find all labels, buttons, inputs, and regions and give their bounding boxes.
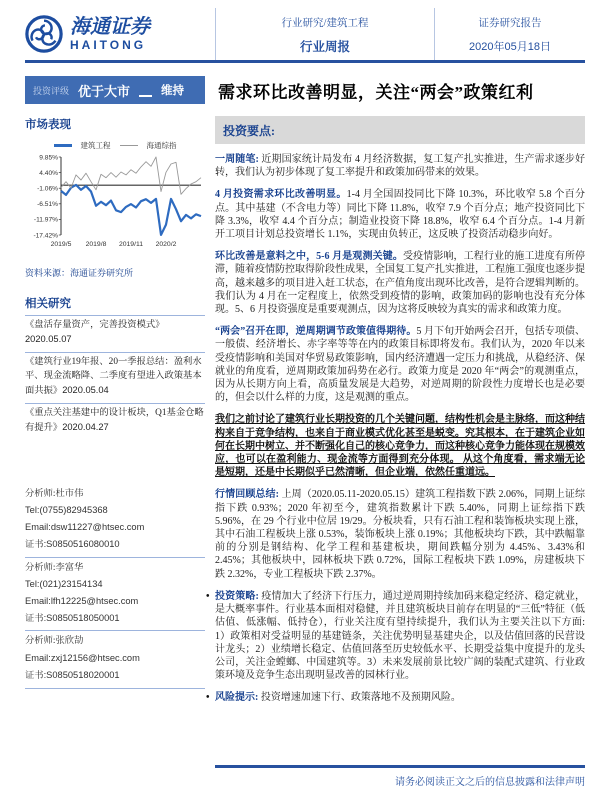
footer-disclaimer: 请务必阅读正文之后的信息披露和法律声明 [215, 765, 585, 788]
summary-paragraph [206, 691, 585, 704]
analyst-card [25, 631, 205, 688]
analyst-contact-line: 证书:S0850518020001 [25, 669, 120, 680]
paragraph-lead: 投资策略: [215, 590, 259, 602]
analyst-name: 分析师:张欣劼 [25, 636, 84, 647]
industry-category: 行业研究/建筑工程 [281, 18, 369, 29]
summary-paragraph [215, 488, 585, 580]
header-right [435, 8, 585, 60]
paragraph-text: 5 月下旬开始两会召开，包括专项债、一般债、经济增长、赤字率等等在内的政策目标即将发布。我们认为，2020 年以来受疫情影响和美国对华贸易政策影响，国内经济遭遇一定压力和挑战，从稳经济、保就业的角度看，逆周期政策加码势在必行。政策力度是 2020 年“两会”的观测重点，因为从长期方向上看，高质量发展是大趋势，对逆周期的阶段性力度增长也是必要的，但会以什么样的力度，这是观测的重点。 [215, 326, 586, 404]
rating-underscore [139, 84, 152, 97]
paragraph-lead: 风险提示: [215, 692, 259, 704]
svg-text:-11.97%: -11.97% [33, 216, 58, 224]
rating-label: 投资评级 [33, 85, 70, 96]
bullet-icon: • [206, 590, 210, 602]
related-research-item-date: 2020.05.04 [62, 384, 109, 395]
rating-status: 维持 [161, 85, 185, 97]
paragraph-text: 疫情加大了经济下行压力，通过逆周期持续加码来稳定经济、稳定就业，是大概率事件。行业基本面相对稳健，并且建筑板块目前存在明显的“三低”特征（低估值、低涨幅、低持仓），行业关注度有望持续提升，我们认为主要关注以下方面: 1）政策相对受益明显的基建链条，关注优势明显基建央企，以及估值回落的民营设计龙头；2）业绩增长稳定、估值回落至历史较低水平、长期受益集中度提升的龙头公司，关注金螳螂、中国建筑等。3）未来发展前景比较广阔的装配式建筑、行业政策环境及竞争生态出现明显改善的园林行业。 [215, 590, 585, 682]
svg-text:4.40%: 4.40% [39, 169, 58, 177]
chart-legend [25, 140, 205, 151]
analyst-contact-line: 证书:S0850516080010 [25, 538, 120, 549]
paragraph-lead: 一周随笔: [215, 154, 259, 165]
legend-label-index: 海通综指 [146, 141, 177, 150]
related-research-list [25, 315, 205, 440]
market-chart [25, 140, 205, 256]
related-research-item-date: 2020.04.27 [62, 421, 109, 432]
bullet-icon: • [206, 692, 210, 704]
svg-text:-17.42%: -17.42% [33, 232, 58, 240]
analyst-name: 分析师:李富华 [25, 562, 84, 573]
svg-text:2019/11: 2019/11 [118, 241, 144, 248]
related-research-item-title: 《盘活存量资产，完善投资模式》 [25, 320, 165, 330]
legend-line-blue [54, 144, 72, 147]
logo-english: HAITONG [70, 38, 147, 52]
paragraph-lead: 4 月投资需求环比改善明显。 [215, 189, 347, 201]
summary-paragraph [215, 188, 585, 241]
paragraph-lead: 行情回顾总结: [215, 489, 279, 501]
analyst-card [25, 484, 205, 558]
chart-plot-area [25, 151, 205, 256]
svg-text:2019/5: 2019/5 [50, 241, 72, 248]
legend-label-construction: 建筑工程 [80, 141, 111, 150]
summary-paragraph [215, 325, 585, 404]
related-research-item-title: 《重点关注基建中的设计板块，Q1基金仓略有提升》 [25, 407, 204, 433]
title-row [25, 76, 585, 104]
svg-text:-6.51%: -6.51% [37, 201, 58, 209]
content-columns [25, 116, 585, 705]
summary-paragraph [206, 590, 585, 682]
sidebar [25, 116, 205, 705]
legend-line-gray [120, 145, 138, 146]
analysts-block [25, 484, 205, 689]
main-content [206, 116, 586, 705]
data-source: 资料来源：海通证券研究所 [25, 268, 134, 278]
paragraph-text: 受疫情影响，工程行业的施工进度有所停滞，随着疫情防控取得阶段性成果，全国复工复产扎实推进，工程施工强度也逐步提高，越来越多的项目进入赶工状态，在产值角度出现环比改善，是符合逻辑判断的。我们认为 4 月在一定程度上，依然受到疫情的影响，政策加码的影响也没有充分体现。5、6 月投资强度是重要观测点，因为这将反映较为真实的需求和政策力度。 [215, 251, 585, 316]
related-research-item[interactable] [25, 316, 205, 353]
svg-text:2019/8: 2019/8 [85, 241, 107, 248]
paragraph-lead: 环比改善是意料之中，5-6 月是观测关键。 [215, 251, 403, 263]
paragraph-text: 投资增速加速下行、政策落地不及预期风险。 [258, 692, 461, 704]
report-type: 行业周报 [299, 40, 350, 54]
related-research-item[interactable] [25, 353, 205, 404]
page-title: 需求环比改善明显，关注“两会”政策红利 [218, 82, 534, 102]
report-header [25, 8, 585, 63]
svg-text:-1.06%: -1.06% [37, 185, 58, 193]
related-research-item[interactable] [25, 404, 205, 440]
paragraph-text: 我们之前讨论了建筑行业长期投资的几个关键问题，结构性机会是主脉络，而这种结构来自于竞争结构，也来自于商业模式优化甚至是蜕变。究其根本，在于建筑企业如何在长期中树立、并不断强化自己的核心竞争力，而这种核心竞争力能体现在规模效应，也可以在盈利能力、现金流等方面得到充分体现。 从这个角度看，需求端无论是短期，还是中长期似乎已然清晰，但企业端，依然任重道远。 [215, 414, 585, 479]
paragraph-text: 1-4 月全国固投同比下降 10.3%，环比收窄 5.8 个百分点。其中基建（不含电力等）同比下降 11.8%，收窄 7.9 个百分点；地产投资同比下降 3.3%，收窄 4.4 个百分点；制造业投资下降 18.8%，收窄 6.4 个百分点。1-4 月新开工项目计划总投资增长 1.1%，实现由负转正，这反映了投资活动稳步向好。 [215, 189, 585, 241]
analyst-contact-line: Email:zxj12156@htsec.com [25, 653, 140, 664]
analyst-contact-line: Email:lfh12225@htsec.com [25, 595, 139, 606]
summary-paragraph [215, 250, 585, 316]
key-points-list [206, 153, 586, 705]
analyst-contact-line: Tel:(0755)82945368 [25, 505, 108, 516]
haitong-logo [25, 8, 215, 60]
svg-text:2020/2: 2020/2 [155, 241, 177, 248]
related-research-title: 相关研究 [25, 298, 71, 310]
header-center [215, 8, 435, 60]
analyst-card [25, 558, 205, 632]
summary-paragraph [215, 153, 585, 179]
summary-paragraph [215, 413, 585, 479]
haitong-logo-text [70, 17, 150, 51]
paragraph-lead: “两会”召开在即，逆周期调节政策值得期待。 [215, 326, 417, 338]
haitong-logo-icon [25, 15, 63, 53]
report-category: 证券研究报告 [478, 18, 542, 29]
related-research-item-date: 2020.05.07 [25, 333, 72, 344]
analyst-contact-line: Email:dsw11227@htsec.com [25, 522, 145, 533]
rating-value: 优于大市 [78, 83, 131, 99]
paragraph-text: 上周（2020.05.11-2020.05.15）建筑工程指数下跌 2.06%，同期上证综指下跌 0.93%；2020 年初至今，建筑指数累计下跌 5.40%，同期上证综指下跌 5.96%，在 29 个行业中位居 19/29。分板块看，只有石油工程和装饰板块实现上涨，其中石油工程板块上涨 0.53%，装饰板块上涨 0.19%；其他板块均下跌，其中跌幅靠前的分别是钢结构、化学工程和基建板块，期间跌幅分别为 4.45%、3.43%和 2.45%；其他板块中，园林板块下跌 0.72%，国际工程板块下跌 1.09%，房建板块下跌 2.32%，专业工程板块下跌 2.37%。 [215, 489, 585, 580]
market-performance-title: 市场表现 [25, 119, 71, 131]
related-research-item-title: 《建筑行业19年报、20一季报总结：盈利水平、现金流略降、二季度有望进入政策基本面共振》 [25, 356, 202, 396]
paragraph-text: 近期国家统计局发布 4 月经济数据，复工复产扎实推进，生产需求逐步好转，我们认为初步体现了复工率提升和政策加码带来的效果。 [215, 154, 585, 179]
svg-text:9.85%: 9.85% [39, 154, 58, 162]
analyst-name: 分析师:杜市伟 [25, 488, 84, 499]
rating-banner [25, 76, 205, 104]
logo-chinese: 海通证券 [70, 16, 150, 38]
key-points-header: 投资要点: [215, 116, 585, 144]
analyst-contact-line: Tel:(021)23154134 [25, 579, 103, 590]
analyst-contact-line: 证书:S0850518050001 [25, 612, 120, 623]
report-date: 2020年05月18日 [469, 41, 551, 53]
